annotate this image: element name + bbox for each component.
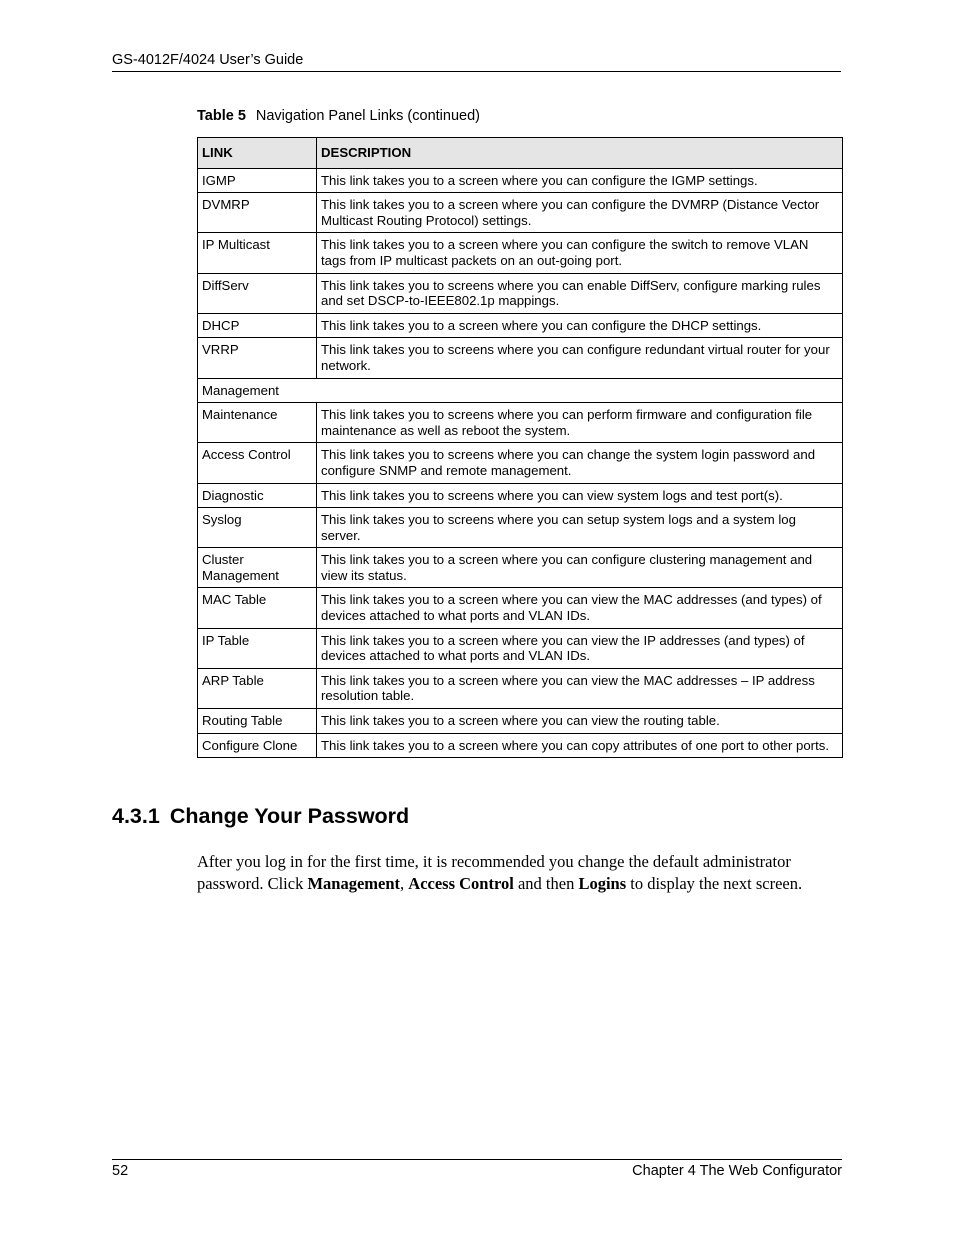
table-cell-description: This link takes you to screens where you can perform firmware and configuration file maintenance as well as reboot the system. (317, 403, 843, 443)
table-row (198, 709, 843, 734)
table-row (198, 548, 843, 588)
table-caption-label: Table 5 (197, 108, 246, 124)
paragraph-bold-management: Management (307, 874, 401, 893)
table-cell-link: Access Control (198, 443, 317, 483)
table-cell-description: This link takes you to a screen where you can configure the IGMP settings. (317, 168, 843, 193)
section-heading (112, 803, 409, 829)
table-cell-description: This link takes you to screens where you can change the system login password and configure SNMP and remote management. (317, 443, 843, 483)
table-row (198, 443, 843, 483)
table-cell-link: DVMRP (198, 193, 317, 233)
paragraph-bold-logins: Logins (578, 874, 627, 893)
table-row (198, 733, 843, 758)
table-header-row (198, 138, 843, 169)
table-caption-text: Navigation Panel Links (continued) (255, 108, 480, 124)
table-cell-link: MAC Table (198, 588, 317, 628)
table-cell-link: ARP Table (198, 668, 317, 708)
table-row (198, 668, 843, 708)
table-cell-description: This link takes you to a screen where you can view the MAC addresses (and types) of devices attached to what ports and VLAN IDs. (317, 588, 843, 628)
table-cell-description: This link takes you to a screen where you can view the IP addresses (and types) of devices attached to what ports and VLAN IDs. (317, 628, 843, 668)
table-cell-description: This link takes you to a screen where you can configure the switch to remove VLAN tags from IP multicast packets on an out-going port. (317, 233, 843, 273)
table-cell-link: DiffServ (198, 273, 317, 313)
paragraph-bold-access-control: Access Control (408, 874, 514, 893)
table-cell-description: This link takes you to a screen where you can configure clustering management and view its status. (317, 548, 843, 588)
page-number: 52 (112, 1163, 129, 1179)
footer-chapter: Chapter 4 The Web Configurator (632, 1163, 842, 1179)
paragraph-text: and then (513, 874, 579, 893)
table-row (198, 193, 843, 233)
section-number: 4.3.1 (112, 804, 160, 828)
table-cell-description: This link takes you to screens where you can configure redundant virtual router for your network. (317, 338, 843, 378)
table-row (198, 168, 843, 193)
page-header (112, 52, 841, 72)
table-row (198, 508, 843, 548)
paragraph-text: to display the next screen. (626, 874, 803, 893)
table-row (198, 313, 843, 338)
table-cell-link: Configure Clone (198, 733, 317, 758)
table-cell-link: IP Multicast (198, 233, 317, 273)
table-cell-description: This link takes you to a screen where you can copy attributes of one port to other ports. (317, 733, 843, 758)
table-cell-description: This link takes you to a screen where you can configure the DHCP settings. (317, 313, 843, 338)
table-cell-link: VRRP (198, 338, 317, 378)
navigation-links-table-container (197, 137, 842, 758)
table-cell-link: IGMP (198, 168, 317, 193)
table-cell-description: This link takes you to screens where you can setup system logs and a system log server. (317, 508, 843, 548)
table-row (198, 233, 843, 273)
table-row (198, 273, 843, 313)
table-cell-link: DHCP (198, 313, 317, 338)
table-section-label: Management (198, 378, 843, 403)
table-section-row (198, 378, 843, 403)
table-row (198, 588, 843, 628)
table-row (198, 628, 843, 668)
table-cell-description: This link takes you to screens where you can enable DiffServ, configure marking rules and set DSCP-to-IEEE802.1p mappings. (317, 273, 843, 313)
table-cell-link: Routing Table (198, 709, 317, 734)
table-cell-link: Maintenance (198, 403, 317, 443)
paragraph-text: After you log in for the first time, it is recommended you change the default administrator password. Click (197, 852, 791, 893)
page-footer (112, 1159, 842, 1180)
table-cell-description: This link takes you to a screen where you can view the routing table. (317, 709, 843, 734)
header-title: GS-4012F/4024 User’s Guide (112, 52, 304, 68)
table-cell-link: Diagnostic (198, 483, 317, 508)
table-cell-link: Syslog (198, 508, 317, 548)
section-paragraph (197, 851, 847, 895)
table-cell-link: Cluster Management (198, 548, 317, 588)
column-header-link: LINK (198, 138, 317, 169)
table-cell-description: This link takes you to a screen where you can configure the DVMRP (Distance Vector Multicast Routing Protocol) settings. (317, 193, 843, 233)
table-row (198, 338, 843, 378)
table-body (198, 168, 843, 758)
table-row (198, 483, 843, 508)
table-caption (197, 108, 480, 125)
table-cell-description: This link takes you to screens where you can view system logs and test port(s). (317, 483, 843, 508)
column-header-description: DESCRIPTION (317, 138, 843, 169)
paragraph-text: , (400, 874, 409, 893)
navigation-links-table (197, 137, 843, 758)
table-cell-description: This link takes you to a screen where you can view the MAC addresses – IP address resolution table. (317, 668, 843, 708)
section-title: Change Your Password (169, 804, 410, 828)
table-cell-link: IP Table (198, 628, 317, 668)
table-row (198, 403, 843, 443)
